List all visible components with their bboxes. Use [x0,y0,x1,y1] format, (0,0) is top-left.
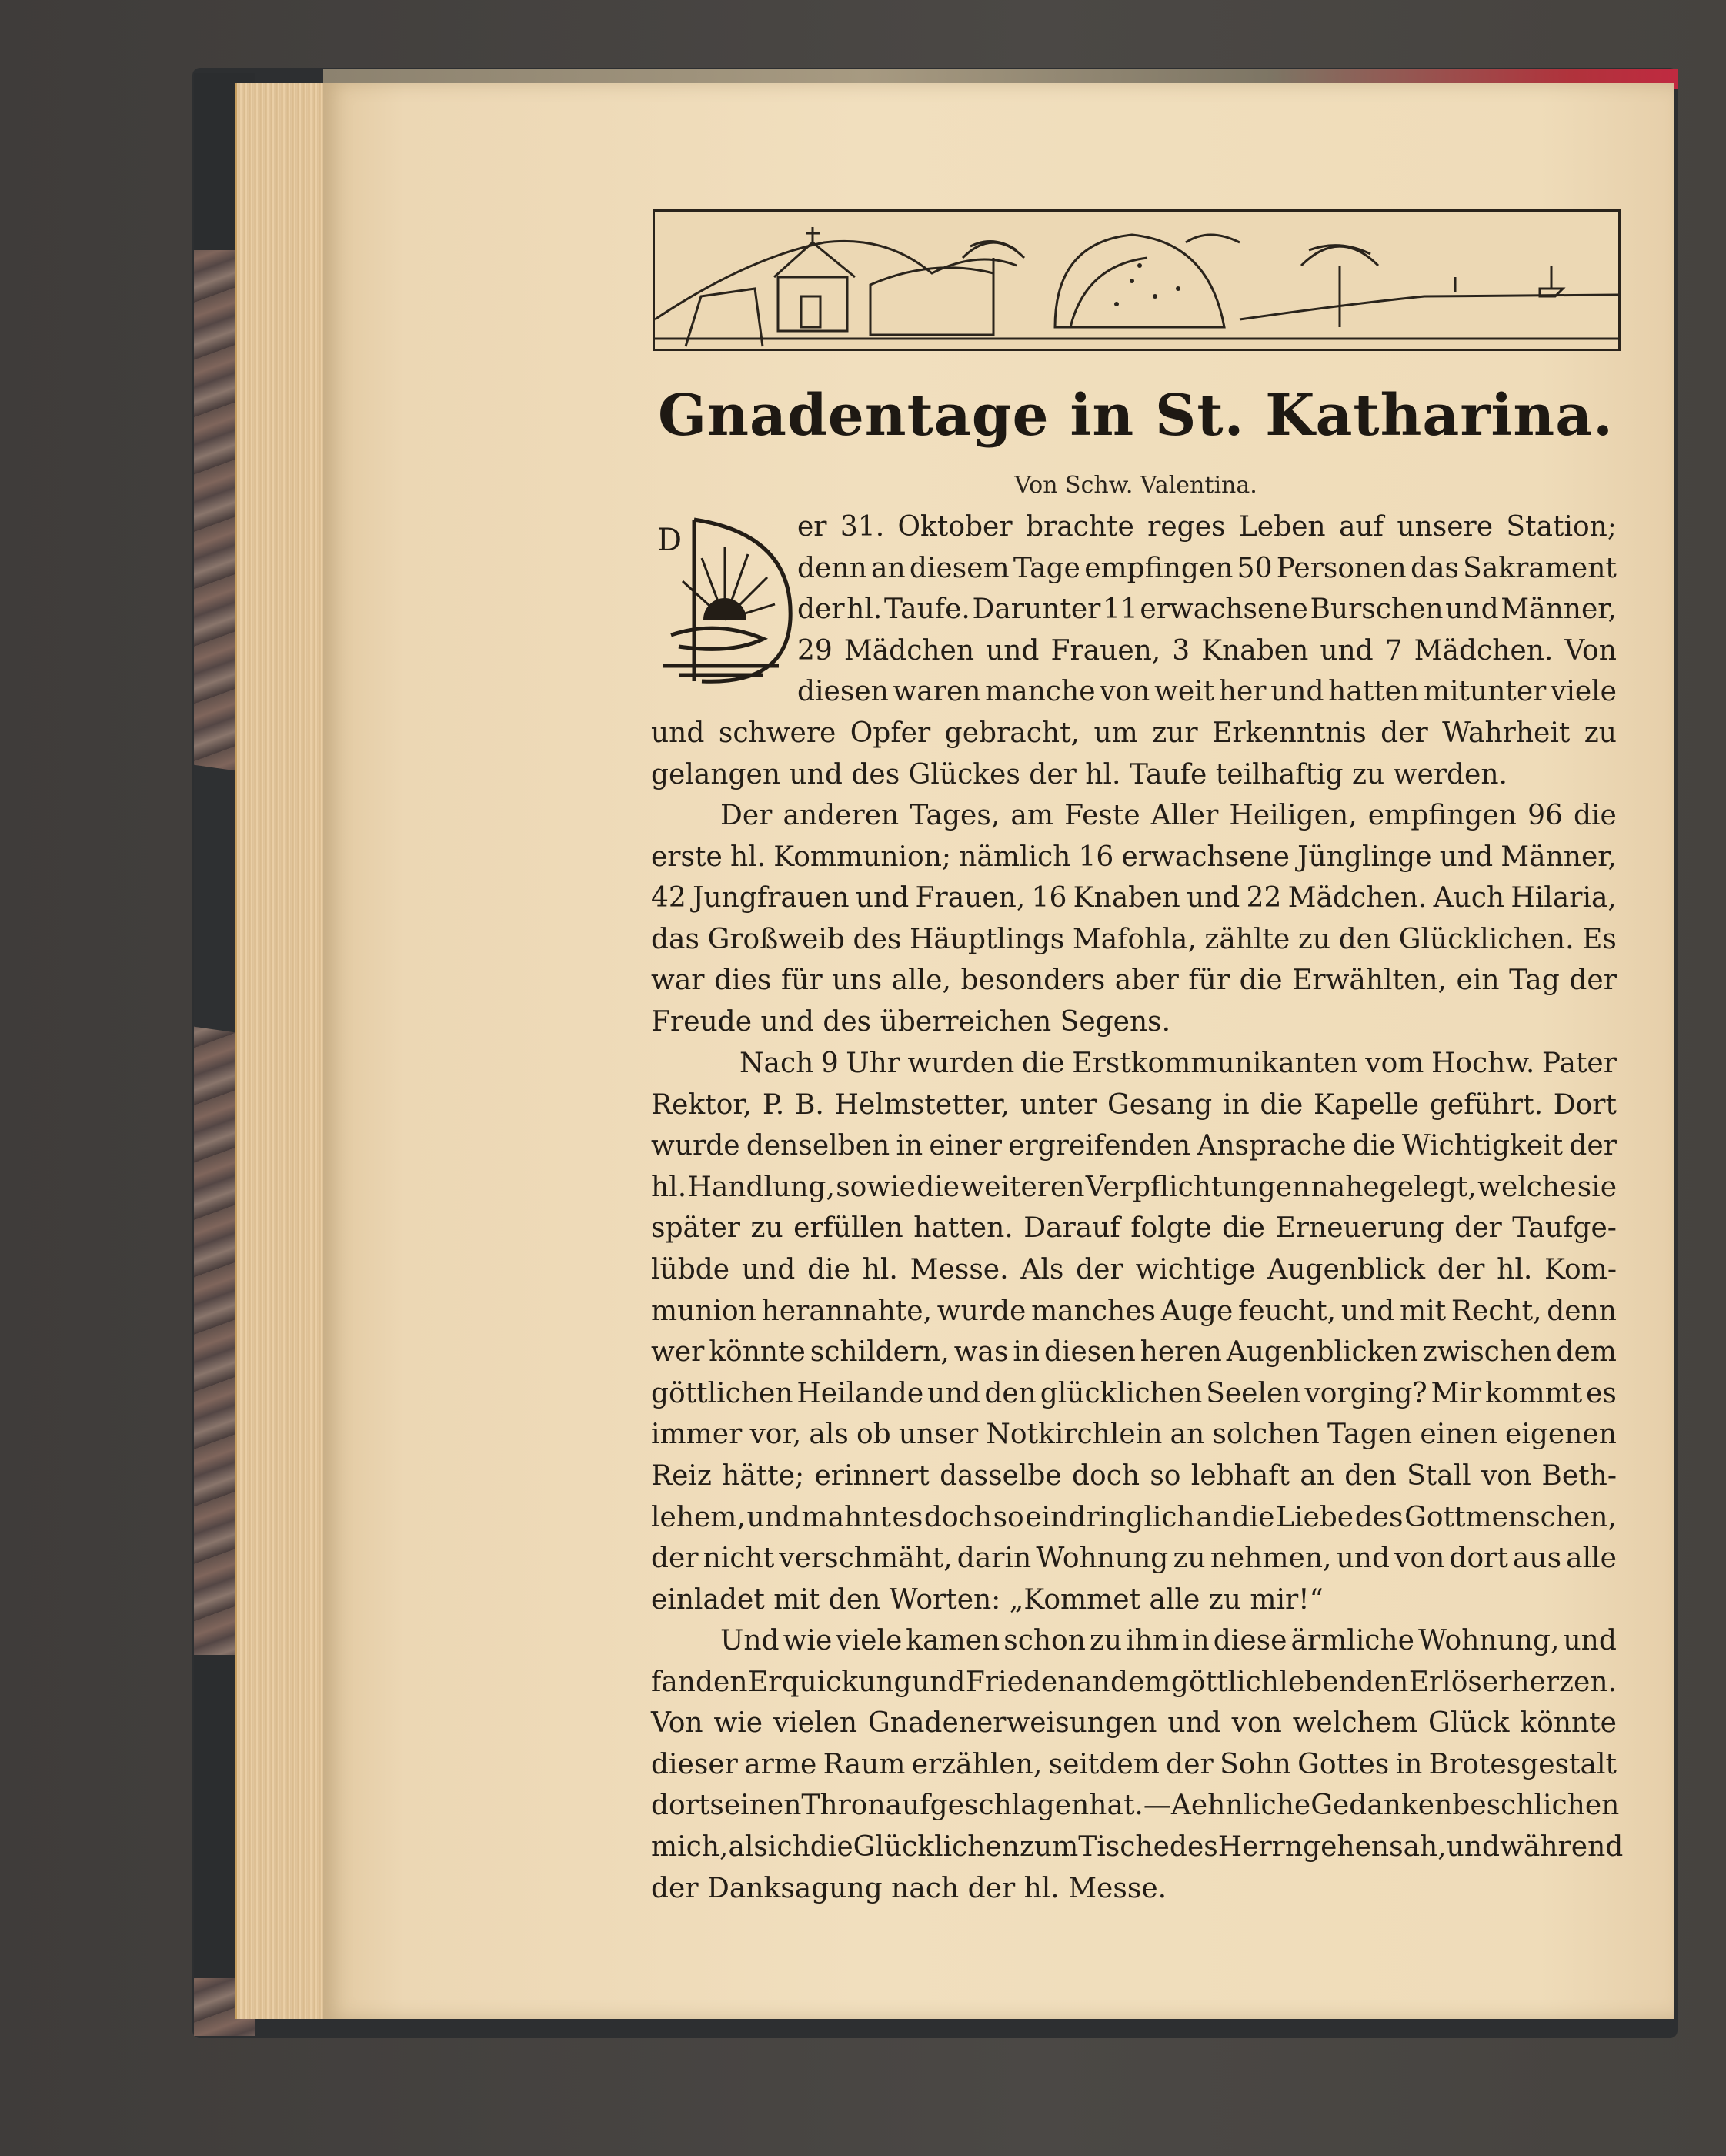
byline: Von Schw. Valentina. [1014,472,1257,499]
text-line: der Danksagung nach der hl. Messe. [651,1872,1167,1904]
text-line: gelangen und des Glückes der hl. Taufe teilhaftig zu werden. [651,758,1507,791]
text-line: der nicht verschmäht, darin Wohnung zu nehmen, und von dort aus alle [651,1543,1617,1575]
text-line: das Großweib des Häuptlings Mafohla, zählte zu den Glücklichen. Es [651,923,1617,955]
text-line: lübde und die hl. Messe. Als der wichtige Augenblick der hl. Kom- [651,1253,1617,1285]
paragraph-4 [651,1620,1624,1909]
text-line: munion herannahte, wurde manches Auge feucht, und mit Recht, denn [651,1295,1617,1327]
text-line: göttlichen Heilande und den glücklichen Seelen vorging? Mir kommt es [651,1377,1617,1409]
text-line: Reiz hätte; erinnert dasselbe doch so lebhaft an den Stall von Beth- [651,1459,1617,1492]
text-line: später zu erfüllen hatten. Darauf folgte die Erneuerung der Taufge- [651,1212,1617,1245]
text-line: und schwere Opfer gebracht, um zur Erkenntnis der Wahrheit zu [651,717,1617,749]
text-line: immer vor, als ob unser Notkirchlein an solchen Tagen einen eigenen [651,1419,1617,1451]
text-line: Und wie viele kamen schon zu ihm in diese ärmliche Wohnung, und [720,1625,1617,1656]
text-line: erste hl. Kommunion; nämlich 16 erwachsene Jünglinge und Männer, [651,841,1617,873]
text-line: hl. Handlung, sowie die weiteren Verpflichtungen nahegelegt, welche sie [651,1171,1617,1203]
text-line: diesen waren manche von weit her und hatten mitunter viele [797,676,1617,708]
text-line: dieser arme Raum erzählen, seitdem der Sohn Gottes in Brotesgestalt [651,1748,1617,1780]
text-line: Von wie vielen Gnadenerweisungen und von welchem Glück könnte [651,1707,1617,1740]
paragraph-3 [651,1043,1617,1620]
mission-landscape-vignette-icon [655,212,1618,349]
paragraph-1 [651,506,1617,795]
svg-text:D: D [657,523,683,558]
text-line: Rektor, P. B. Helmstetter, unter Gesang in die Kapelle geführt. Dort [651,1088,1617,1121]
text-line: Freude und des überreichen Segens. [651,1005,1171,1038]
text-line: 42 Jungfrauen und Frauen, 16 Knaben und 22 Mädchen. Auch Hilaria, [651,882,1617,914]
article-title: Gnadentage in St. Katharina. [658,383,1614,449]
text-line: lehem, und mahnt es doch so eindringlich an die Liebe des Gottmenschen, [651,1501,1617,1533]
text-line: 29 Mädchen und Frauen, 3 Knaben und 7 Mädchen. Von [797,634,1617,667]
text-line: einladet mit den Worten: „Kommet alle zu mir!“ [651,1583,1324,1616]
text-line: wer könnte schildern, was in diesen heren Augenblicken zwischen dem [651,1336,1617,1369]
paragraph-2 [651,795,1617,1043]
text-line: dort seinen Thron aufgeschlagen hat. — Aehnliche Gedanken beschlichen [651,1790,1620,1822]
text-line: Nach 9 Uhr wurden die Erstkommunikanten vom Hochw. Pater [739,1048,1617,1079]
text-line: mich, als ich die Glücklichen zum Tische des Herrn gehen sah, und während [651,1830,1624,1863]
text-line: der hl. Taufe. Darunter 11 erwachsene Burschen und Männer, [797,593,1617,626]
text-line: wurde denselben in einer ergreifenden Ansprache die Wichtigkeit der [651,1130,1617,1162]
text-line: er 31. Oktober brachte reges Leben auf unsere Station; [797,511,1617,543]
header-vignette [653,209,1621,351]
text-line: denn an diesem Tage empfingen 50 Personen das Sakrament [797,552,1617,584]
text-line: war dies für uns alle, besonders aber für die Erwählten, ein Tag der [651,964,1617,997]
page-edges [235,83,337,2019]
text-line: Der anderen Tages, am Feste Aller Heiligen, empfingen 96 die [720,800,1617,831]
text-line: fanden Erquickung und Frieden an dem göttlich lebenden Erlöserherzen. [651,1666,1617,1698]
